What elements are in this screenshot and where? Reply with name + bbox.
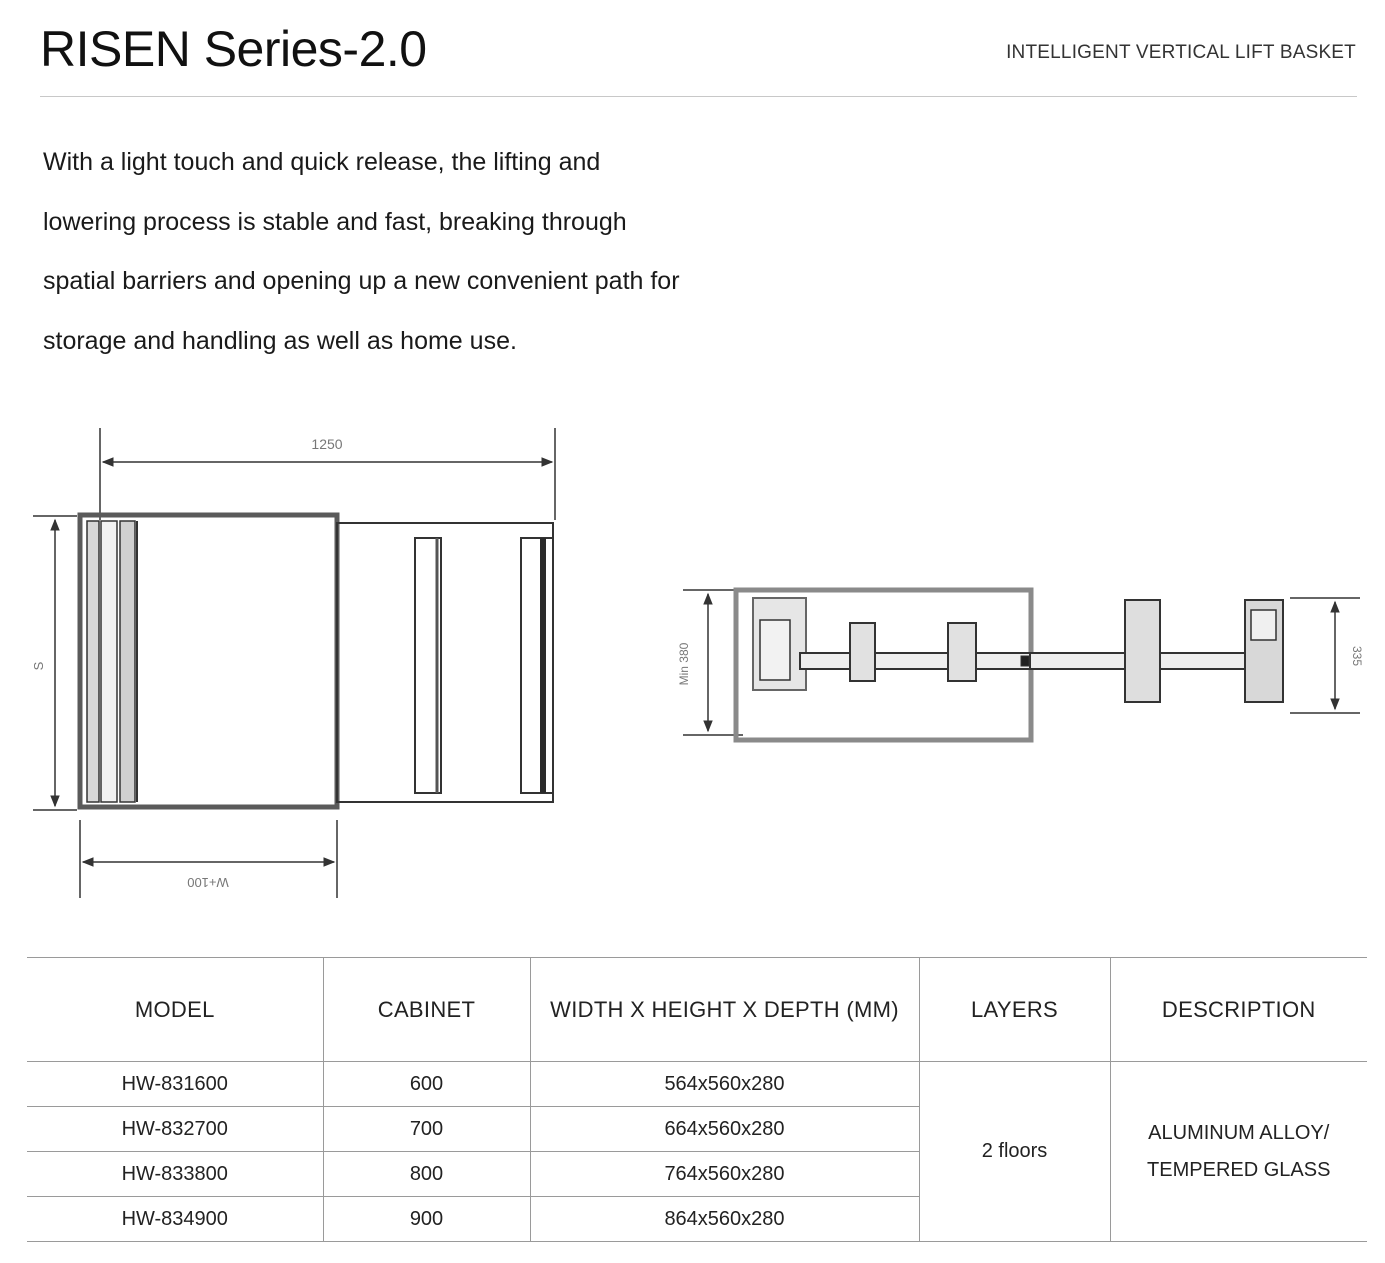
dim-label-bottom: W+100 [187, 875, 229, 890]
cabinet-cell: 600 [323, 1062, 530, 1107]
description-cell-line: ALUMINUM ALLOY/ [1148, 1121, 1330, 1144]
spec-table [27, 957, 1367, 1242]
page-subtitle: INTELLIGENT VERTICAL LIFT BASKET [1006, 42, 1356, 63]
description-line: lowering process is stable and fast, breaking through [43, 207, 627, 236]
side-view-drawing [683, 590, 1360, 740]
page-title: RISEN Series-2.0 [40, 21, 427, 77]
model-cell: HW-834900 [27, 1197, 323, 1242]
product-description [43, 133, 743, 371]
model-cell: HW-833800 [27, 1152, 323, 1197]
description-line: storage and handling as well as home use. [43, 326, 517, 355]
dim-label-width: 1250 [311, 436, 343, 452]
cabinet-cell: 900 [323, 1197, 530, 1242]
description-line: With a light touch and quick release, the lifting and [43, 148, 601, 176]
description-cell [1110, 1062, 1367, 1242]
dimensions-cell: 864x560x280 [530, 1197, 919, 1242]
dimensions-cell: 664x560x280 [530, 1107, 919, 1152]
dim-label-depth: S [31, 661, 46, 671]
dimensions-cell: 564x560x280 [530, 1062, 919, 1107]
description-cell-line: TEMPERED GLASS [1147, 1158, 1331, 1181]
header-divider [40, 96, 1357, 97]
model-cell: HW-832700 [27, 1107, 323, 1152]
cabinet-cell: 800 [323, 1152, 530, 1197]
top-view-drawing [33, 428, 555, 898]
dim-label-side-right: 335 [1350, 645, 1364, 667]
technical-drawing [25, 420, 1370, 910]
cabinet-cell: 700 [323, 1107, 530, 1152]
column-header-dimensions: WIDTH X HEIGHT X DEPTH (MM) [530, 958, 919, 1062]
column-header-layers: LAYERS [919, 958, 1110, 1062]
table-row [27, 1062, 1367, 1107]
description-line: spatial barriers and opening up a new convenient path for [43, 267, 680, 295]
dimensions-cell: 764x560x280 [530, 1152, 919, 1197]
table-header-row [27, 958, 1367, 1062]
column-header-model: MODEL [27, 958, 323, 1062]
dim-label-side-left: Min 380 [677, 642, 691, 686]
column-header-description: DESCRIPTION [1110, 958, 1367, 1062]
model-cell: HW-831600 [27, 1062, 323, 1107]
layers-cell: 2 floors [919, 1062, 1110, 1242]
column-header-cabinet: CABINET [323, 958, 530, 1062]
